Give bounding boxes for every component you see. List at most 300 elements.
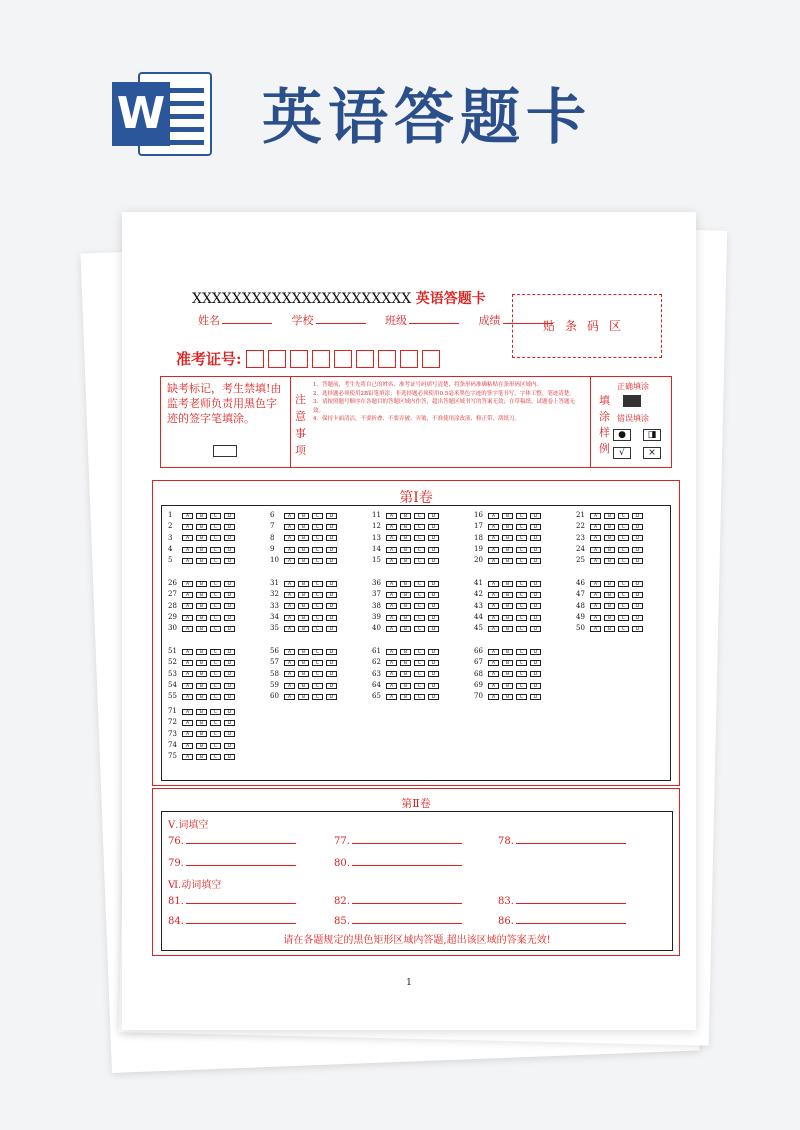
answer-bubble[interactable]: B [196, 547, 207, 553]
answer-bubble[interactable]: C [516, 513, 527, 519]
answer-bubble[interactable]: A [284, 615, 295, 621]
answer-bubble[interactable]: D [224, 731, 235, 737]
answer-bubble[interactable]: B [604, 524, 615, 530]
answer-bubble[interactable]: D [632, 615, 643, 621]
answer-bubble[interactable]: B [196, 513, 207, 519]
answer-bubble[interactable]: D [632, 524, 643, 530]
answer-bubble[interactable]: C [210, 754, 221, 760]
answer-bubble[interactable]: B [196, 683, 207, 689]
answer-bubble[interactable]: C [210, 615, 221, 621]
answer-bubble[interactable]: B [400, 592, 411, 598]
answer-bubble[interactable]: C [312, 694, 323, 700]
answer-bubble[interactable]: C [312, 535, 323, 541]
answer-bubble[interactable]: B [196, 720, 207, 726]
answer-bubble[interactable]: B [196, 524, 207, 530]
answer-bubble[interactable]: A [284, 513, 295, 519]
answer-bubble[interactable]: C [618, 603, 629, 609]
answer-bubble[interactable]: D [428, 626, 439, 632]
answer-bubble[interactable]: B [196, 660, 207, 666]
answer-bubble[interactable]: B [400, 581, 411, 587]
answer-bubble[interactable]: A [590, 581, 601, 587]
answer-bubble[interactable]: D [326, 592, 337, 598]
answer-bubble[interactable]: D [326, 558, 337, 564]
answer-bubble[interactable]: C [414, 581, 425, 587]
answer-bubble[interactable]: B [196, 694, 207, 700]
answer-bubble[interactable]: A [284, 535, 295, 541]
answer-bubble[interactable]: B [604, 615, 615, 621]
answer-bubble[interactable]: C [312, 671, 323, 677]
answer-bubble[interactable]: D [428, 615, 439, 621]
answer-bubble[interactable]: D [224, 547, 235, 553]
answer-bubble[interactable]: C [312, 649, 323, 655]
answer-bubble[interactable]: D [224, 615, 235, 621]
answer-bubble[interactable]: C [618, 547, 629, 553]
answer-bubble[interactable]: D [224, 558, 235, 564]
answer-bubble[interactable]: A [386, 558, 397, 564]
answer-bubble[interactable]: A [386, 671, 397, 677]
answer-bubble[interactable]: C [210, 743, 221, 749]
answer-bubble[interactable]: C [516, 660, 527, 666]
answer-bubble[interactable]: A [284, 649, 295, 655]
answer-bubble[interactable]: D [224, 513, 235, 519]
answer-bubble[interactable]: C [414, 535, 425, 541]
answer-bubble[interactable]: D [326, 660, 337, 666]
answer-bubble[interactable]: D [224, 581, 235, 587]
answer-bubble[interactable]: A [182, 694, 193, 700]
answer-bubble[interactable]: A [488, 558, 499, 564]
answer-bubble[interactable]: A [284, 558, 295, 564]
answer-bubble[interactable]: D [326, 649, 337, 655]
answer-bubble[interactable]: A [284, 660, 295, 666]
answer-bubble[interactable]: C [210, 731, 221, 737]
answer-bubble[interactable]: C [516, 558, 527, 564]
answer-bubble[interactable]: A [182, 754, 193, 760]
answer-bubble[interactable]: B [604, 558, 615, 564]
answer-bubble[interactable]: A [386, 683, 397, 689]
answer-bubble[interactable]: D [428, 535, 439, 541]
answer-bubble[interactable]: C [618, 513, 629, 519]
answer-bubble[interactable]: B [298, 513, 309, 519]
answer-bubble[interactable]: D [326, 513, 337, 519]
answer-bubble[interactable]: D [428, 683, 439, 689]
answer-bubble[interactable]: B [502, 603, 513, 609]
answer-bubble[interactable]: C [414, 513, 425, 519]
answer-bubble[interactable]: D [428, 603, 439, 609]
answer-bubble[interactable]: B [196, 626, 207, 632]
answer-bubble[interactable]: A [386, 615, 397, 621]
answer-bubble[interactable]: D [530, 626, 541, 632]
answer-bubble[interactable]: B [298, 524, 309, 530]
answer-bubble[interactable]: C [414, 603, 425, 609]
answer-bubble[interactable]: C [312, 626, 323, 632]
answer-bubble[interactable]: B [400, 558, 411, 564]
answer-bubble[interactable]: B [502, 581, 513, 587]
answer-bubble[interactable]: A [488, 592, 499, 598]
answer-bubble[interactable]: B [298, 626, 309, 632]
answer-bubble[interactable]: B [196, 535, 207, 541]
answer-bubble[interactable]: C [210, 709, 221, 715]
answer-bubble[interactable]: B [196, 592, 207, 598]
answer-bubble[interactable]: B [400, 694, 411, 700]
answer-bubble[interactable]: C [618, 615, 629, 621]
answer-bubble[interactable]: A [182, 547, 193, 553]
answer-bubble[interactable]: C [210, 581, 221, 587]
answer-bubble[interactable]: C [414, 592, 425, 598]
answer-bubble[interactable]: D [224, 649, 235, 655]
answer-bubble[interactable]: B [298, 581, 309, 587]
answer-bubble[interactable]: C [210, 660, 221, 666]
answer-bubble[interactable]: A [182, 660, 193, 666]
answer-bubble[interactable]: C [516, 524, 527, 530]
answer-bubble[interactable]: A [182, 743, 193, 749]
answer-bubble[interactable]: D [224, 535, 235, 541]
answer-bubble[interactable]: A [386, 547, 397, 553]
answer-bubble[interactable]: B [502, 671, 513, 677]
answer-bubble[interactable]: B [298, 592, 309, 598]
answer-bubble[interactable]: B [604, 626, 615, 632]
answer-bubble[interactable]: C [414, 671, 425, 677]
answer-bubble[interactable]: D [530, 603, 541, 609]
answer-bubble[interactable]: D [530, 592, 541, 598]
answer-bubble[interactable]: A [590, 535, 601, 541]
answer-bubble[interactable]: D [428, 592, 439, 598]
answer-bubble[interactable]: B [298, 558, 309, 564]
answer-bubble[interactable]: C [618, 592, 629, 598]
answer-bubble[interactable]: D [530, 524, 541, 530]
answer-bubble[interactable]: A [182, 683, 193, 689]
answer-bubble[interactable]: D [530, 694, 541, 700]
answer-bubble[interactable]: C [210, 513, 221, 519]
answer-bubble[interactable]: B [196, 671, 207, 677]
answer-bubble[interactable]: B [400, 649, 411, 655]
answer-bubble[interactable]: D [530, 660, 541, 666]
answer-bubble[interactable]: B [604, 603, 615, 609]
answer-bubble[interactable]: B [400, 683, 411, 689]
answer-bubble[interactable]: C [618, 581, 629, 587]
answer-bubble[interactable]: D [224, 720, 235, 726]
answer-bubble[interactable]: D [326, 626, 337, 632]
answer-bubble[interactable]: D [632, 603, 643, 609]
answer-bubble[interactable]: A [590, 547, 601, 553]
answer-bubble[interactable]: D [632, 592, 643, 598]
answer-bubble[interactable]: C [210, 720, 221, 726]
answer-bubble[interactable]: A [386, 535, 397, 541]
answer-bubble[interactable]: D [326, 524, 337, 530]
answer-bubble[interactable]: B [502, 535, 513, 541]
answer-bubble[interactable]: D [428, 671, 439, 677]
answer-bubble[interactable]: A [488, 694, 499, 700]
answer-bubble[interactable]: A [386, 660, 397, 666]
answer-bubble[interactable]: C [414, 683, 425, 689]
answer-bubble[interactable]: D [428, 558, 439, 564]
answer-bubble[interactable]: A [182, 671, 193, 677]
answer-bubble[interactable]: C [516, 603, 527, 609]
answer-bubble[interactable]: B [298, 547, 309, 553]
answer-bubble[interactable]: A [182, 649, 193, 655]
answer-bubble[interactable]: A [182, 731, 193, 737]
answer-bubble[interactable]: B [298, 683, 309, 689]
answer-bubble[interactable]: B [604, 592, 615, 598]
answer-bubble[interactable]: B [502, 513, 513, 519]
answer-bubble[interactable]: A [590, 603, 601, 609]
answer-bubble[interactable]: A [182, 535, 193, 541]
answer-bubble[interactable]: D [326, 547, 337, 553]
answer-bubble[interactable]: C [516, 694, 527, 700]
answer-bubble[interactable]: C [516, 626, 527, 632]
answer-bubble[interactable]: C [210, 671, 221, 677]
answer-bubble[interactable]: C [618, 535, 629, 541]
answer-bubble[interactable]: D [530, 683, 541, 689]
answer-bubble[interactable]: C [516, 547, 527, 553]
answer-bubble[interactable]: B [400, 524, 411, 530]
answer-bubble[interactable]: B [604, 535, 615, 541]
answer-bubble[interactable]: C [618, 524, 629, 530]
answer-bubble[interactable]: B [502, 683, 513, 689]
answer-bubble[interactable]: D [530, 535, 541, 541]
answer-bubble[interactable]: C [210, 592, 221, 598]
answer-bubble[interactable]: B [502, 547, 513, 553]
answer-bubble[interactable]: D [530, 649, 541, 655]
answer-bubble[interactable]: D [632, 581, 643, 587]
answer-bubble[interactable]: A [386, 513, 397, 519]
answer-bubble[interactable]: A [488, 535, 499, 541]
answer-bubble[interactable]: A [386, 581, 397, 587]
answer-bubble[interactable]: C [210, 694, 221, 700]
answer-bubble[interactable]: B [196, 558, 207, 564]
answer-bubble[interactable]: B [604, 547, 615, 553]
answer-bubble[interactable]: A [182, 581, 193, 587]
answer-bubble[interactable]: B [298, 535, 309, 541]
answer-bubble[interactable]: D [530, 671, 541, 677]
answer-bubble[interactable]: B [196, 603, 207, 609]
answer-bubble[interactable]: A [386, 649, 397, 655]
answer-bubble[interactable]: C [312, 524, 323, 530]
answer-bubble[interactable]: D [224, 683, 235, 689]
answer-bubble[interactable]: B [502, 660, 513, 666]
answer-bubble[interactable]: A [284, 626, 295, 632]
answer-bubble[interactable]: D [428, 513, 439, 519]
answer-bubble[interactable]: B [298, 694, 309, 700]
answer-bubble[interactable]: A [284, 581, 295, 587]
answer-bubble[interactable]: C [210, 683, 221, 689]
answer-bubble[interactable]: D [632, 547, 643, 553]
answer-bubble[interactable]: B [400, 547, 411, 553]
answer-bubble[interactable]: C [312, 592, 323, 598]
answer-bubble[interactable]: D [326, 535, 337, 541]
answer-bubble[interactable]: A [182, 720, 193, 726]
answer-bubble[interactable]: D [632, 558, 643, 564]
answer-bubble[interactable]: B [298, 615, 309, 621]
answer-bubble[interactable]: C [414, 615, 425, 621]
answer-bubble[interactable]: A [182, 592, 193, 598]
answer-bubble[interactable]: D [224, 671, 235, 677]
answer-bubble[interactable]: A [590, 513, 601, 519]
answer-bubble[interactable]: D [326, 694, 337, 700]
answer-bubble[interactable]: A [284, 547, 295, 553]
answer-bubble[interactable]: A [488, 547, 499, 553]
answer-bubble[interactable]: B [196, 581, 207, 587]
answer-bubble[interactable]: A [182, 615, 193, 621]
answer-bubble[interactable]: D [632, 513, 643, 519]
answer-bubble[interactable]: A [284, 592, 295, 598]
answer-bubble[interactable]: A [488, 524, 499, 530]
answer-bubble[interactable]: D [326, 603, 337, 609]
answer-bubble[interactable]: A [284, 603, 295, 609]
answer-bubble[interactable]: B [502, 524, 513, 530]
answer-bubble[interactable]: D [428, 524, 439, 530]
answer-bubble[interactable]: A [182, 513, 193, 519]
answer-bubble[interactable]: D [224, 524, 235, 530]
answer-bubble[interactable]: D [530, 513, 541, 519]
answer-bubble[interactable]: A [182, 626, 193, 632]
answer-bubble[interactable]: C [618, 558, 629, 564]
answer-bubble[interactable]: A [182, 524, 193, 530]
answer-bubble[interactable]: C [312, 558, 323, 564]
answer-bubble[interactable]: D [428, 547, 439, 553]
answer-bubble[interactable]: A [488, 581, 499, 587]
answer-bubble[interactable]: D [632, 535, 643, 541]
answer-bubble[interactable]: B [196, 709, 207, 715]
answer-bubble[interactable]: C [210, 547, 221, 553]
answer-bubble[interactable]: B [400, 603, 411, 609]
answer-bubble[interactable]: D [428, 660, 439, 666]
answer-bubble[interactable]: D [530, 558, 541, 564]
answer-bubble[interactable]: C [618, 626, 629, 632]
answer-bubble[interactable]: C [210, 535, 221, 541]
answer-bubble[interactable]: D [224, 754, 235, 760]
answer-bubble[interactable]: C [414, 524, 425, 530]
answer-bubble[interactable]: D [530, 615, 541, 621]
answer-bubble[interactable]: B [400, 615, 411, 621]
answer-bubble[interactable]: A [488, 649, 499, 655]
answer-bubble[interactable]: A [284, 683, 295, 689]
answer-bubble[interactable]: C [516, 615, 527, 621]
answer-bubble[interactable]: D [224, 743, 235, 749]
answer-bubble[interactable]: A [386, 694, 397, 700]
answer-bubble[interactable]: B [502, 694, 513, 700]
answer-bubble[interactable]: A [488, 615, 499, 621]
answer-bubble[interactable]: C [210, 524, 221, 530]
answer-bubble[interactable]: C [312, 603, 323, 609]
answer-bubble[interactable]: A [488, 683, 499, 689]
answer-bubble[interactable]: A [386, 592, 397, 598]
answer-bubble[interactable]: D [326, 683, 337, 689]
answer-bubble[interactable]: A [182, 603, 193, 609]
answer-bubble[interactable]: A [182, 558, 193, 564]
answer-bubble[interactable]: A [488, 513, 499, 519]
answer-bubble[interactable]: B [298, 671, 309, 677]
answer-bubble[interactable]: D [428, 694, 439, 700]
answer-bubble[interactable]: B [502, 558, 513, 564]
answer-bubble[interactable]: C [516, 535, 527, 541]
answer-bubble[interactable]: B [502, 615, 513, 621]
answer-bubble[interactable]: A [590, 558, 601, 564]
answer-bubble[interactable]: D [224, 626, 235, 632]
answer-bubble[interactable]: A [590, 615, 601, 621]
answer-bubble[interactable]: B [298, 660, 309, 666]
answer-bubble[interactable]: D [428, 581, 439, 587]
answer-bubble[interactable]: A [488, 660, 499, 666]
answer-bubble[interactable]: B [196, 743, 207, 749]
answer-bubble[interactable]: B [502, 626, 513, 632]
answer-bubble[interactable]: C [312, 615, 323, 621]
answer-bubble[interactable]: B [400, 671, 411, 677]
answer-bubble[interactable]: D [224, 603, 235, 609]
answer-bubble[interactable]: B [502, 592, 513, 598]
answer-bubble[interactable]: C [414, 660, 425, 666]
answer-bubble[interactable]: D [224, 592, 235, 598]
answer-bubble[interactable]: B [604, 513, 615, 519]
answer-bubble[interactable]: C [312, 513, 323, 519]
answer-bubble[interactable]: B [400, 660, 411, 666]
answer-bubble[interactable]: B [400, 626, 411, 632]
answer-bubble[interactable]: D [224, 694, 235, 700]
answer-bubble[interactable]: A [590, 524, 601, 530]
answer-bubble[interactable]: B [298, 649, 309, 655]
answer-bubble[interactable]: C [516, 671, 527, 677]
answer-bubble[interactable]: C [414, 547, 425, 553]
answer-bubble[interactable]: B [502, 649, 513, 655]
answer-bubble[interactable]: B [196, 731, 207, 737]
answer-bubble[interactable]: A [488, 603, 499, 609]
answer-bubble[interactable]: A [488, 626, 499, 632]
answer-bubble[interactable]: D [326, 615, 337, 621]
answer-bubble[interactable]: C [312, 547, 323, 553]
answer-bubble[interactable]: D [224, 660, 235, 666]
answer-bubble[interactable]: D [530, 547, 541, 553]
answer-bubble[interactable]: A [284, 524, 295, 530]
answer-bubble[interactable]: C [516, 649, 527, 655]
answer-bubble[interactable]: C [312, 581, 323, 587]
answer-bubble[interactable]: B [604, 581, 615, 587]
answer-bubble[interactable]: C [414, 626, 425, 632]
answer-bubble[interactable]: A [386, 524, 397, 530]
answer-bubble[interactable]: C [312, 660, 323, 666]
answer-bubble[interactable]: B [400, 535, 411, 541]
answer-bubble[interactable]: C [312, 683, 323, 689]
answer-bubble[interactable]: A [590, 592, 601, 598]
answer-bubble[interactable]: D [530, 581, 541, 587]
answer-bubble[interactable]: C [516, 592, 527, 598]
answer-bubble[interactable]: D [632, 626, 643, 632]
answer-bubble[interactable]: C [516, 683, 527, 689]
answer-bubble[interactable]: C [210, 626, 221, 632]
answer-bubble[interactable]: D [224, 709, 235, 715]
answer-bubble[interactable]: A [386, 626, 397, 632]
answer-bubble[interactable]: C [210, 649, 221, 655]
answer-bubble[interactable]: D [326, 581, 337, 587]
answer-bubble[interactable]: A [386, 603, 397, 609]
answer-bubble[interactable]: C [414, 558, 425, 564]
answer-bubble[interactable]: C [210, 558, 221, 564]
answer-bubble[interactable]: A [590, 626, 601, 632]
answer-bubble[interactable]: C [414, 694, 425, 700]
answer-bubble[interactable]: B [298, 603, 309, 609]
answer-bubble[interactable]: C [516, 581, 527, 587]
answer-bubble[interactable]: D [428, 649, 439, 655]
answer-bubble[interactable]: C [210, 603, 221, 609]
answer-bubble[interactable]: A [488, 671, 499, 677]
answer-bubble[interactable]: A [284, 671, 295, 677]
answer-bubble[interactable]: B [196, 615, 207, 621]
answer-bubble[interactable]: B [196, 754, 207, 760]
answer-bubble[interactable]: A [284, 694, 295, 700]
answer-bubble[interactable]: B [400, 513, 411, 519]
answer-bubble[interactable]: B [196, 649, 207, 655]
answer-bubble[interactable]: A [182, 709, 193, 715]
answer-bubble[interactable]: D [326, 671, 337, 677]
answer-bubble[interactable]: C [414, 649, 425, 655]
